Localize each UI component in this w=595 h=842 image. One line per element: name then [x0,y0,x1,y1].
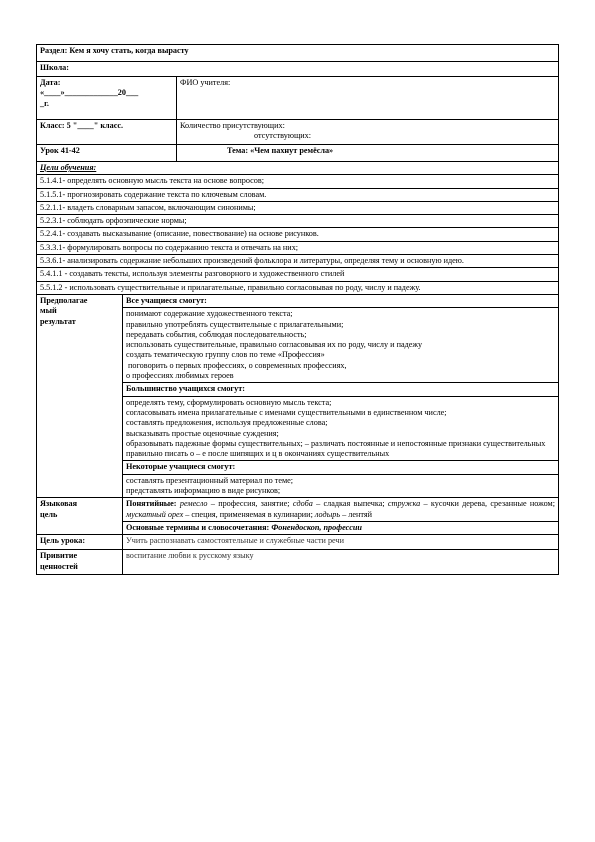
goal-item: 5.3.3.1- формулировать вопросы по содержанию текста и отвечать на них; [37,241,559,254]
vocab-label: Понятийные: [126,499,177,509]
result-line: создать тематическую группу слов по теме «Профессия» [126,350,325,360]
goal-item: 5.2.1.1- владеть словарным запасом, включающим синонимы; [37,201,559,214]
lesson-plan [36,44,558,575]
goal-row [37,175,559,188]
vocab-definition: – специя, применяемая в кулинарии; [183,509,315,519]
vocab-word: лодырь [314,509,341,519]
results-label [37,294,123,497]
date-cell [37,77,177,120]
result-line: составлять предложения, используя предложенные слова; [126,418,328,428]
goal-row [37,215,559,228]
teacher-cell: ФИО учителя: [177,77,559,120]
terms-label: Основные термины и словосочетания: [126,522,272,532]
result-line: о профессиях любимых героев [126,371,234,381]
vocabulary-list [123,498,558,521]
attendance-cell [177,120,559,145]
vocab-definition: – сладкая выпечка; [312,499,388,509]
vocab-word: стружка [387,499,421,509]
language-label-line: цель [40,509,58,519]
goal-item: 5.2.4.1- создавать высказывание (описание, повествование) на основе рисунков. [37,228,559,241]
result-line: представлять информацию в виде рисунков; [126,486,281,496]
language-label-line: Языковая [40,499,78,509]
result-line: составлять презентационный материал по теме; [126,475,294,485]
goal-item: 5.4.1.1 - создавать тексты, используя элементы разговорного и художественного стилей [37,268,559,281]
date-row [37,77,559,120]
section-row [37,45,559,62]
values-label-line: Привитие [40,551,78,561]
results-label-line: Предполагае [40,295,88,305]
language-inner [123,498,558,534]
result-line: согласовывать имена прилагательные с именами существительными в единственном числе; [126,407,447,417]
absent-label: отсутствующих: [254,131,312,141]
goals-title: Цели обучения: [37,162,559,175]
lesson-row [37,145,559,162]
lesson-goal-label: Цель урока: [37,535,123,550]
values-label-line: ценностей [40,561,78,571]
lesson-goal-row [37,535,559,550]
results-label-line: результат [40,316,76,326]
date-value: «____»_____________20___ [40,88,139,98]
language-row [37,498,559,535]
goal-item: 5.3.6.1- анализировать содержание небольших произведений фольклора и литературы, определяя тему и основную идею. [37,255,559,268]
vocab-definition: – профессия, занятие; [207,499,293,509]
terms-value: Фонендоскоп, профессии [271,522,362,532]
results-some-title: Некоторые учащиеся смогут: [123,461,558,474]
result-line: передавать события, соблюдая последовательность; [126,329,307,339]
date-suffix: _г. [40,98,49,108]
goals-title-row [37,162,559,175]
section-title: Раздел: Кем я хочу стать, когда вырасту [37,45,559,62]
lesson-goal-value: Учить распознавать самостоятельные и служебные части речи [123,535,559,550]
results-most-list [123,396,558,461]
date-label: Дата: [40,78,61,87]
results-all-list [123,308,558,383]
language-label [37,498,123,535]
goal-row [37,255,559,268]
result-line: понимают содержание художественного текста; [126,309,293,319]
lesson-number: Урок 41-42 [37,145,177,162]
result-line: высказывать простые оценочные суждения; [126,428,279,438]
results-all-title: Все учащиеся смогут: [123,295,558,308]
school-row [37,62,559,77]
terms-line [123,521,558,534]
goal-item: 5.5.1.2 - использовать существительные и прилагательные, правильно согласовывая по роду, числу и падежу. [37,281,559,294]
goal-row [37,281,559,294]
values-row [37,550,559,575]
goal-row [37,241,559,254]
results-most-title: Большинство учащихся смогут: [123,383,558,396]
goal-item: 5.2.3.1- соблюдать орфоэпические нормы; [37,215,559,228]
result-line: правильно писать о – е после шипящих и ц в окончаниях существительных [126,449,390,459]
school-label: Школа: [37,62,559,77]
goal-item: 5.1.4.1- определять основную мысль текста на основе вопросов; [37,175,559,188]
results-some-list [123,474,558,497]
class-row [37,120,559,145]
present-label: Количество присутствующих: [180,121,285,130]
lesson-plan-table [36,44,559,575]
results-label-line: мый [40,306,57,316]
results-inner [123,295,558,497]
goal-row [37,268,559,281]
result-line: поговорить о первых профессиях, о современных профессиях, [126,360,347,370]
goal-row [37,188,559,201]
result-line: правильно употреблять существительные с прилагательными; [126,319,344,329]
vocab-word: мускатный орех [126,509,184,519]
vocab-word: сдоба [292,499,313,509]
vocab-definition: – кусочки дерева, срезанные ножом; [420,499,556,509]
result-line: образовывать падежные формы существительных; – различать постоянные и непостоянные признаки существительных [126,438,546,448]
lesson-topic: Тема: «Чем пахнут ремёсла» [177,145,559,162]
goal-row [37,201,559,214]
goal-item: 5.1.5.1- прогнозировать содержание текста по ключевым словам. [37,188,559,201]
values-label [37,550,123,575]
class-cell: Класс: 5 "____" класс. [37,120,177,145]
vocab-definition: – лентяй [340,509,372,519]
results-content [123,294,559,497]
values-value: воспитание любви к русскому языку [123,550,559,575]
results-row [37,294,559,497]
vocab-word: ремесло [179,499,208,509]
goal-row [37,228,559,241]
result-line: определять тему, сформулировать основную мысль текста; [126,397,332,407]
result-line: использовать существительные, правильно согласовывая их по роду, числу и падежу [126,340,423,350]
language-content [123,498,559,535]
